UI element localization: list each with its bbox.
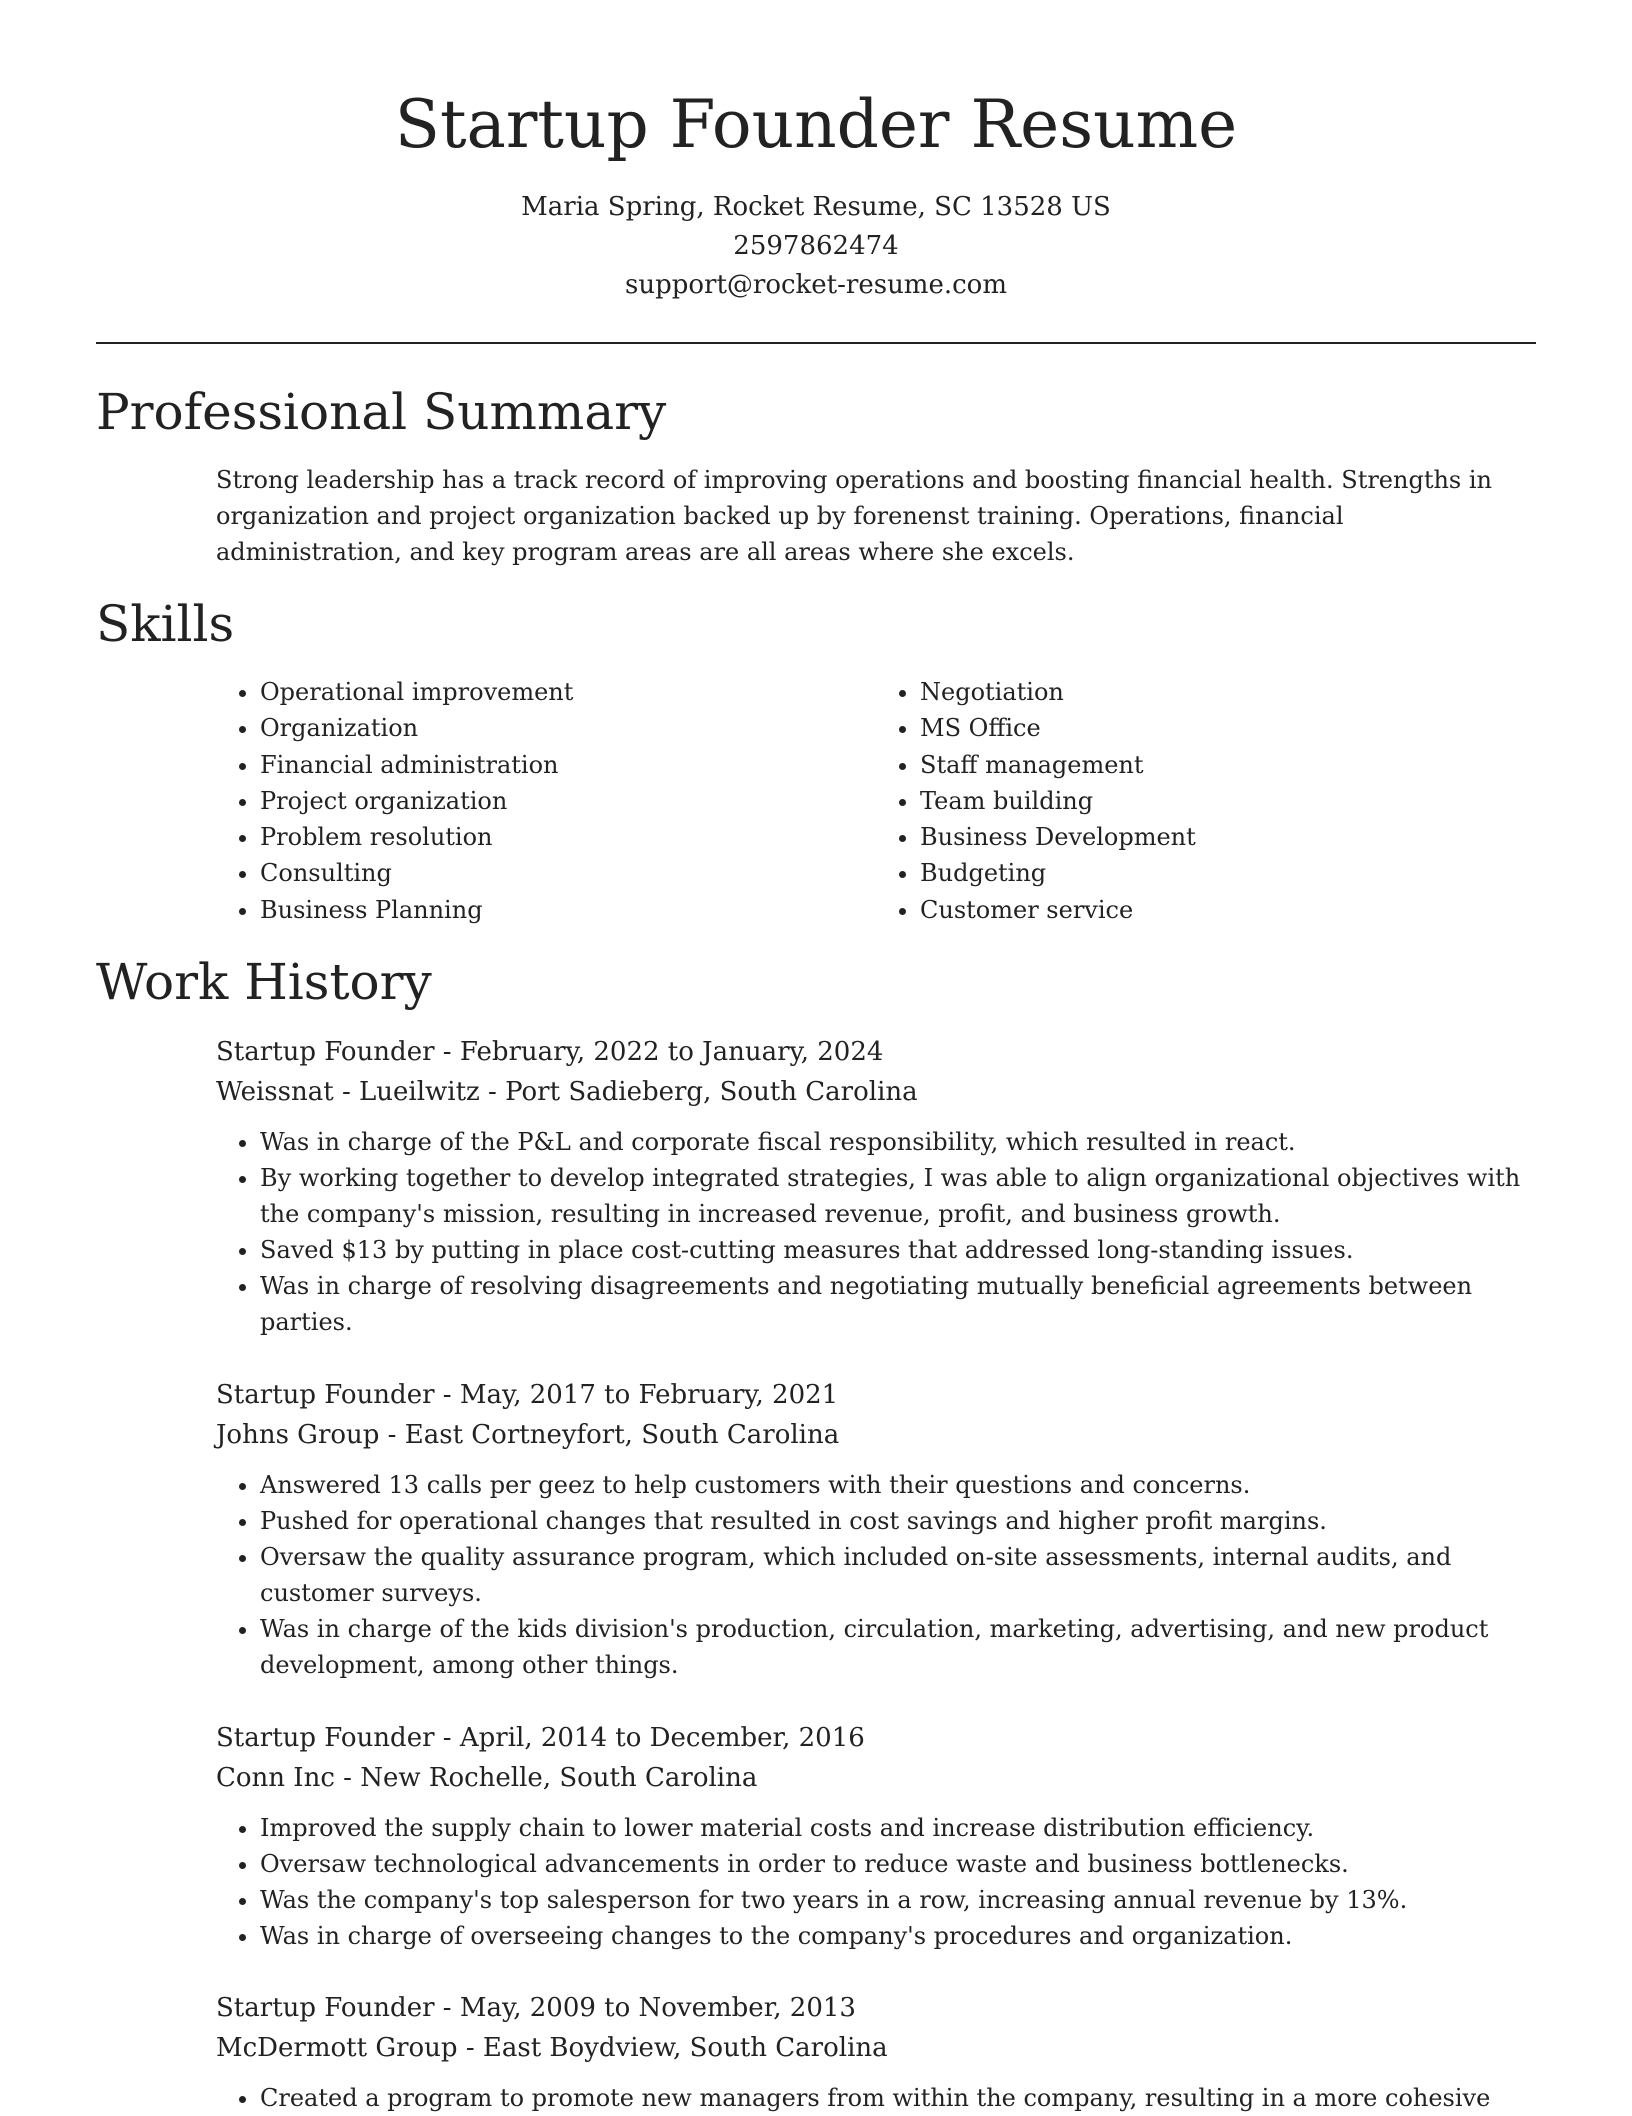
separator: - bbox=[434, 1380, 460, 1410]
job-dates: May, 2017 to February, 2021 bbox=[459, 1380, 839, 1410]
skill-item: • Budgeting bbox=[920, 855, 1536, 891]
skill-item: • Operational improvement bbox=[260, 674, 876, 710]
skills-column-left bbox=[216, 674, 876, 928]
job-bullets bbox=[216, 1124, 1536, 1340]
skill-item: • Team building bbox=[920, 783, 1536, 819]
job-entry bbox=[216, 1375, 1536, 1683]
job-title: Startup Founder bbox=[216, 1723, 435, 1753]
separator: - bbox=[434, 1037, 460, 1067]
resume-header bbox=[0, 80, 1632, 305]
skill-item: • Project organization bbox=[260, 783, 876, 819]
job-company-line bbox=[216, 1758, 1536, 1798]
job-dates: April, 2014 to December, 2016 bbox=[459, 1723, 865, 1753]
job-bullet: • Created a program to promote new managers from within the company, resulting in a more cohesive bbox=[260, 2080, 1536, 2116]
skill-item: • Business Planning bbox=[260, 892, 876, 928]
job-company-line bbox=[216, 2028, 1536, 2068]
job-company: McDermott Group bbox=[216, 2033, 458, 2063]
separator: - bbox=[434, 1723, 460, 1753]
job-bullet: • By working together to develop integrated strategies, I was able to align organizational objectives with the company's mission, resulting in increased revenue, profit, and business growth. bbox=[260, 1160, 1536, 1232]
skills-heading: Skills bbox=[96, 595, 235, 653]
separator: - bbox=[334, 1763, 361, 1793]
job-bullets bbox=[216, 1467, 1536, 1683]
job-title: Startup Founder bbox=[216, 1993, 435, 2023]
skill-item: • Problem resolution bbox=[260, 819, 876, 855]
job-location: East Cortneyfort, South Carolina bbox=[404, 1420, 840, 1450]
work-history-heading: Work History bbox=[96, 953, 432, 1011]
job-location: East Boydview, South Carolina bbox=[482, 2033, 888, 2063]
job-entry bbox=[216, 1032, 1536, 1340]
job-company-line bbox=[216, 1072, 1536, 1112]
separator: - bbox=[457, 2033, 483, 2063]
job-location: New Rochelle, South Carolina bbox=[360, 1763, 758, 1793]
job-entry bbox=[216, 1988, 1536, 2116]
job-title-line bbox=[216, 1988, 1536, 2028]
skill-item: • Customer service bbox=[920, 892, 1536, 928]
job-bullets bbox=[216, 2080, 1536, 2116]
job-location: Port Sadieberg, South Carolina bbox=[505, 1077, 918, 1107]
job-bullet: • Was in charge of the kids division's production, circulation, marketing, advertising, and new product development, among other things. bbox=[260, 1611, 1536, 1683]
job-company: Weissnat - Lueilwitz bbox=[216, 1077, 480, 1107]
contact-address: Maria Spring, Rocket Resume, SC 13528 US bbox=[521, 192, 1111, 222]
job-title: Startup Founder bbox=[216, 1380, 435, 1410]
job-title-line bbox=[216, 1032, 1536, 1072]
separator: - bbox=[479, 1077, 506, 1107]
job-bullet: • Saved $13 by putting in place cost-cutting measures that addressed long-standing issues. bbox=[260, 1232, 1536, 1268]
job-dates: May, 2009 to November, 2013 bbox=[459, 1993, 856, 2023]
job-title-line bbox=[216, 1375, 1536, 1415]
contact-phone: 2597862474 bbox=[733, 231, 899, 261]
skill-item: • Organization bbox=[260, 710, 876, 746]
job-bullet: • Oversaw technological advancements in order to reduce waste and business bottlenecks. bbox=[260, 1846, 1536, 1882]
skills-column-right bbox=[876, 674, 1536, 928]
summary-text: Strong leadership has a track record of improving operations and boosting financial health. Strengths in organization and project organization backed up by forenenst training. Operations, financial administration, and key program areas are all areas where she excels. bbox=[216, 466, 1493, 566]
job-bullet: • Oversaw the quality assurance program, which included on-site assessments, internal audits, and customer surveys. bbox=[260, 1539, 1536, 1611]
skill-item: • Consulting bbox=[260, 855, 876, 891]
job-bullet: • Was in charge of the P&L and corporate fiscal responsibility, which resulted in react. bbox=[260, 1124, 1536, 1160]
job-bullet: • Pushed for operational changes that resulted in cost savings and higher profit margins. bbox=[260, 1503, 1536, 1539]
job-company: Johns Group bbox=[216, 1420, 380, 1450]
skill-item: • Financial administration bbox=[260, 747, 876, 783]
separator: - bbox=[379, 1420, 405, 1450]
skill-item: • Business Development bbox=[920, 819, 1536, 855]
job-bullet: • Was the company's top salesperson for two years in a row, increasing annual revenue by 13%. bbox=[260, 1882, 1536, 1918]
job-company: Conn Inc bbox=[216, 1763, 335, 1793]
job-bullet: • Answered 13 calls per geez to help customers with their questions and concerns. bbox=[260, 1467, 1536, 1503]
job-title: Startup Founder bbox=[216, 1037, 435, 1067]
job-bullet: • Was in charge of resolving disagreements and negotiating mutually beneficial agreements between parties. bbox=[260, 1268, 1536, 1340]
job-bullet: • Improved the supply chain to lower material costs and increase distribution efficiency. bbox=[260, 1810, 1536, 1846]
skill-item: • MS Office bbox=[920, 710, 1536, 746]
contact-email: support@rocket-resume.com bbox=[624, 270, 1007, 300]
skill-item: • Staff management bbox=[920, 747, 1536, 783]
skill-item: • Negotiation bbox=[920, 674, 1536, 710]
job-bullet: • Was in charge of overseeing changes to the company's procedures and organization. bbox=[260, 1918, 1536, 1954]
summary-heading: Professional Summary bbox=[96, 383, 667, 441]
job-dates: February, 2022 to January, 2024 bbox=[459, 1037, 884, 1067]
separator: - bbox=[434, 1993, 460, 2023]
job-company-line bbox=[216, 1415, 1536, 1455]
job-bullets bbox=[216, 1810, 1536, 1954]
job-title-line bbox=[216, 1718, 1536, 1758]
skills-list bbox=[216, 674, 1536, 928]
job-entry bbox=[216, 1718, 1536, 1954]
resume-title: Startup Founder Resume bbox=[394, 86, 1238, 163]
header-divider bbox=[96, 342, 1536, 344]
